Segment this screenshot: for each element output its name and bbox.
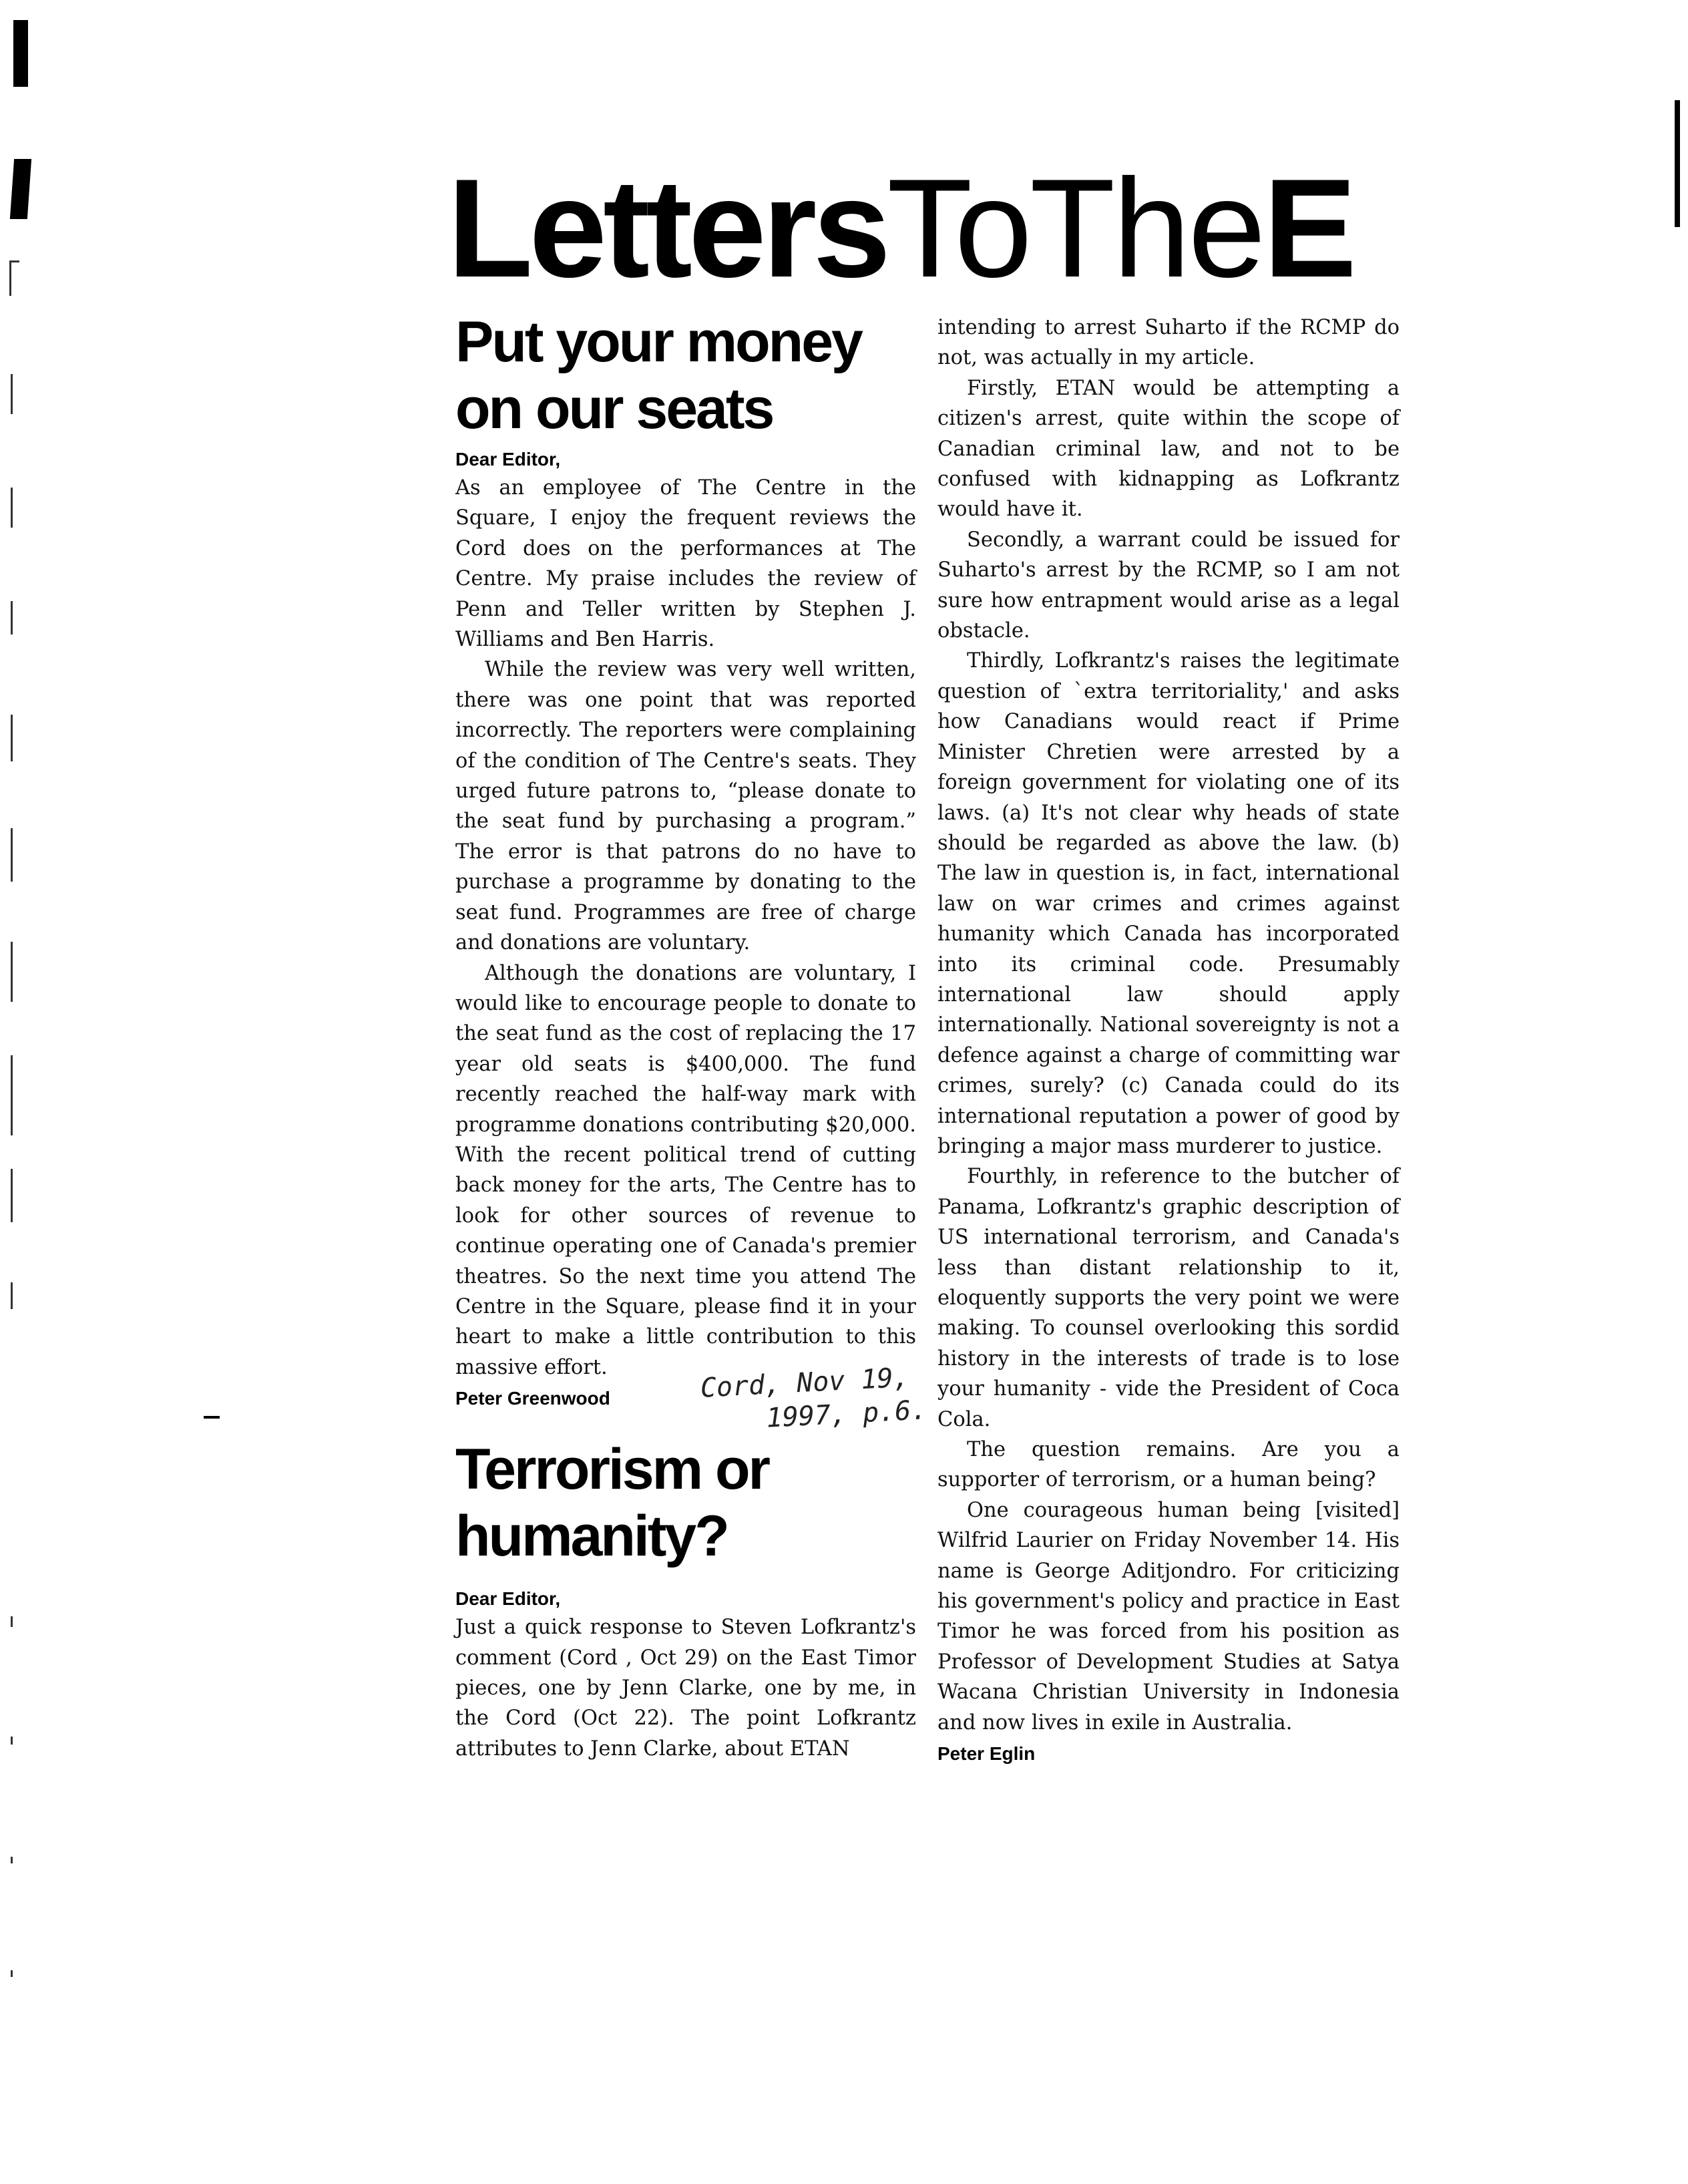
masthead-bold: Letters <box>447 150 887 307</box>
letter-put-your-money <box>455 309 916 1412</box>
headline-line: Terrorism or <box>455 1437 769 1502</box>
masthead <box>447 148 1353 309</box>
binding-mark <box>11 1970 13 1977</box>
masthead-cut: E <box>1263 150 1353 307</box>
paragraph: Secondly, a warrant could be issued for Suharto's arrest by the RCMP, so I am not sure how entrapment would arise as a legal obstacle. <box>937 528 1400 643</box>
binding-mark <box>11 1055 13 1135</box>
binding-mark <box>11 1616 13 1627</box>
masthead-light: ToThe <box>887 150 1263 307</box>
binding-mark <box>11 601 13 634</box>
headline <box>455 309 916 442</box>
left-column <box>455 309 916 1764</box>
paragraph: Firstly, ETAN would be attempting a citizen's arrest, quite within the scope of Canadian criminal law, and not to be confused with kidnapping as Lofkrantz would have it. <box>937 376 1400 522</box>
binding-mark <box>11 715 13 761</box>
headline <box>455 1436 916 1570</box>
paragraph: Although the donations are voluntary, I would like to encourage people to donate to the seat fund as the cost of replacing the 17 year old seats is $400,000. The fund recently reached the half-way mark with programme donations contributing $20,000. With the recent political trend of cutting back money for the arts, The Centre has to look for other sources of revenue to continue operating one of Canada's premier theatres. So the next time you attend The Centre in the Square, please find it in your heart to make a little contribution to this massive effort. <box>455 961 916 1379</box>
binding-mark <box>11 1282 13 1309</box>
paragraph: Just a quick response to Steven Lofkrantz's comment (Cord , Oct 29) on the East Timor pieces, one by Jenn Clarke, one by me, in the Cord (Oct 22). The point Lofkrantz attributes to Jenn Clarke, about ETAN <box>455 1616 916 1761</box>
paragraph: One courageous human being [visited] Wilfrid Laurier on Friday November 14. His name is George Aditjondro. For criticizing his government's policy and practice in East Timor he was forced from his position as Professor of Development Studies at Satya Wacana Christian University in Indonesia and now lives in exile in Australia. <box>937 1498 1400 1735</box>
signature: Peter Eglin <box>937 1743 1036 1765</box>
binding-mark <box>11 1737 13 1745</box>
binding-mark <box>11 942 13 1002</box>
letter-terrorism-or-humanity <box>455 1436 916 1764</box>
binding-mark <box>11 1857 13 1863</box>
headline-line: on our seats <box>455 377 773 441</box>
binding-mark <box>11 1169 13 1222</box>
binding-mark <box>11 374 13 414</box>
headline-line: Put your money <box>455 310 861 374</box>
paragraph: Thirdly, Lofkrantz's raises the legitimate question of `extra territoriality,' and asks how Canadians would react if Prime Minister Chretien were arrested by a foreign government for violating one of its laws. (a) It's not clear why heads of state should be regarded as above the law. (b) The law in question is, in fact, international law on war crimes and crimes against humanity which Canada has incorporated into its criminal code. Presumably international law should apply internationally. National sovereignty is not a defence against a charge of committing war crimes, surely? (c) Canada could do its international reputation a power of good by bringing a major mass murderer to justice. <box>937 649 1400 1158</box>
salutation: Dear Editor, <box>455 449 561 470</box>
binding-mark <box>11 828 13 882</box>
paragraph: While the review was very well written, there was one point that was reported incorrectly. The reporters were complaining of the condition of The Centre's seats. They urged future patrons to, “please donate to the seat fund by purchasing a program.” The error is that patrons do no have to purchase a programme by donating to the seat fund. Programmes are free of charge and donations are voluntary. <box>455 658 916 955</box>
salutation: Dear Editor, <box>455 1588 561 1610</box>
handwritten-annotation: Cord, Nov 19, 1997, p.6. <box>699 1362 928 1437</box>
right-column <box>937 313 1400 1767</box>
binding-mark <box>13 20 28 87</box>
binding-mark <box>10 159 31 219</box>
paragraph: intending to arrest Suharto if the RCMP do not, was actually in my article. <box>937 316 1400 370</box>
headline-line: humanity? <box>455 1504 728 1569</box>
signature: Peter Greenwood <box>455 1388 610 1409</box>
scan-dash <box>204 1416 220 1419</box>
paragraph: As an employee of The Centre in the Square, I enjoy the frequent reviews the Cord does on the performances at The Centre. My praise includes the review of Penn and Teller written by Stephen J. Williams and Ben Harris. <box>455 476 916 652</box>
binding-mark <box>11 488 13 528</box>
paragraph: The question remains. Are you a supporter of terrorism, or a human being? <box>937 1438 1400 1492</box>
scan-edge-mark <box>1675 100 1680 227</box>
binding-mark <box>9 260 19 296</box>
paragraph: Fourthly, in reference to the butcher of Panama, Lofkrantz's graphic description of US international terrorism, and Canada's less than distant relationship to it, eloquently supports the very point we were making. To counsel overlooking this sordid history in the interests of trade is to lose your humanity - vide the President of Coca Cola. <box>937 1165 1400 1431</box>
